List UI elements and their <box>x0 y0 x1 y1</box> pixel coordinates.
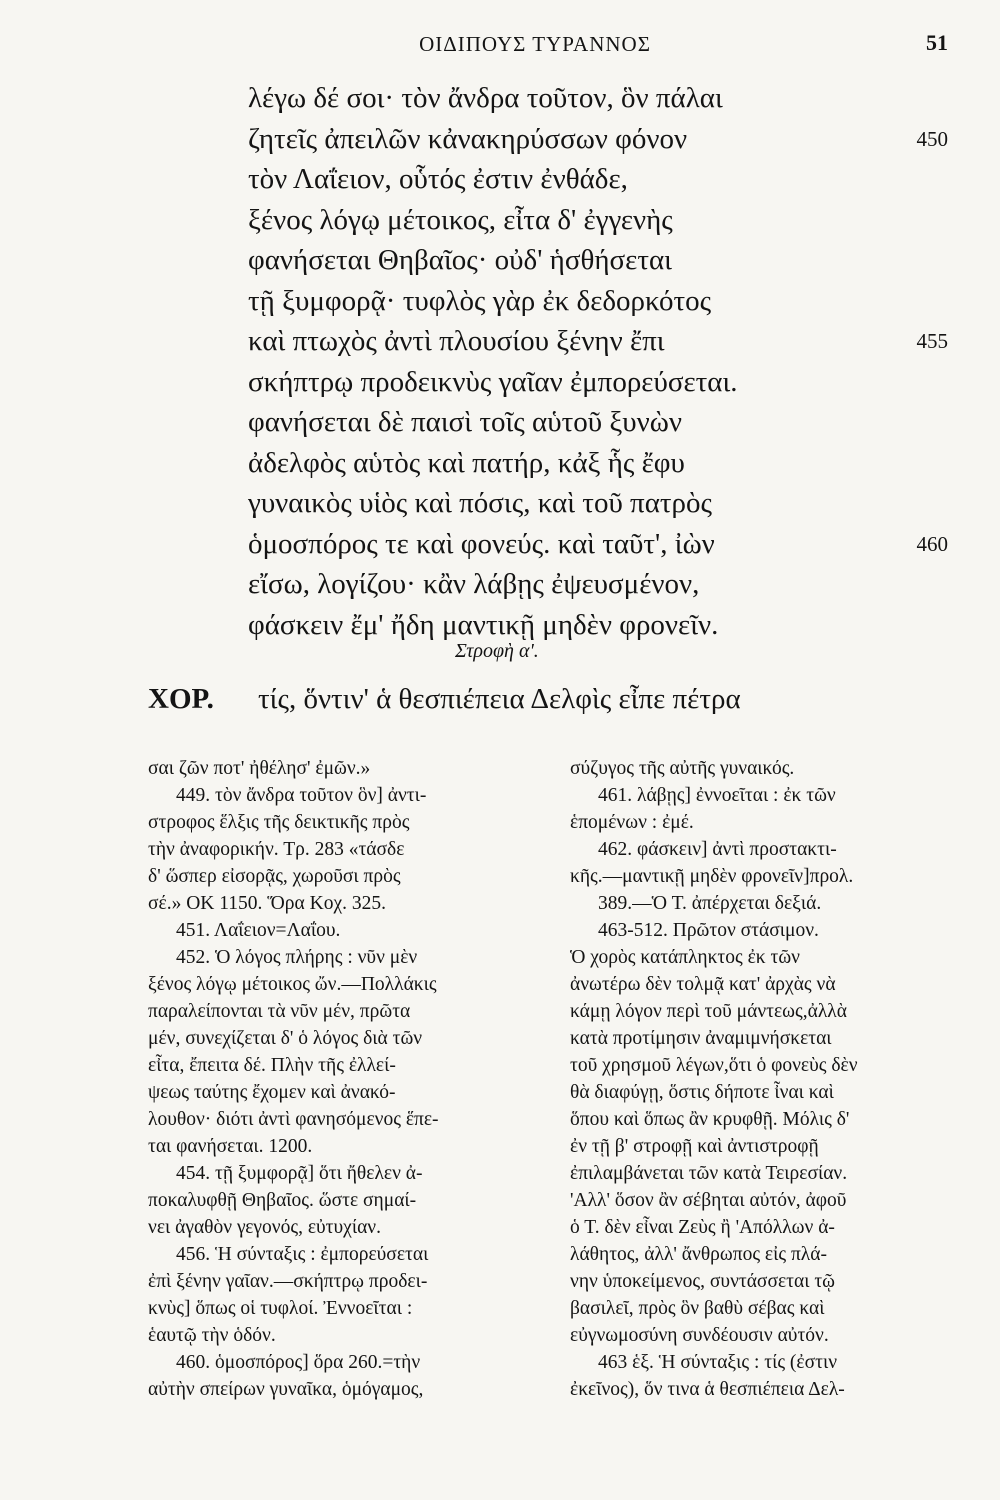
commentary-line: λουθον· διότι ἀντὶ φανησόμενος ἕπε- <box>148 1109 439 1130</box>
commentary-line: νει ἀγαθὸν γεγονός, εὐτυχίαν. <box>148 1217 381 1238</box>
page-number: 51 <box>926 30 948 55</box>
verse-line: καὶ πτωχὸς ἀντὶ πλουσίου ξένην ἔπι <box>248 325 665 357</box>
commentary-line: τὴν ἀναφορικήν. Τρ. 283 «τάσδε <box>148 839 405 860</box>
commentary-line: λάθητος, ἀλλ' ἄνθρωπος εἰς πλά- <box>570 1244 827 1265</box>
verse-line: φανήσεται Θηβαῖος· οὐδ' ἡσθήσεται <box>248 244 672 276</box>
commentary-line: 452. Ὁ λόγος πλήρης : νῦν μὲν <box>176 947 418 968</box>
commentary-line: 449. τὸν ἄνδρα τοῦτον ὃν] ἀντι- <box>176 785 427 806</box>
commentary-line: ὅπου καὶ ὅπως ἂν κρυφθῇ. Μόλις δ' <box>570 1109 850 1130</box>
commentary-line: ἀνωτέρω δὲν τολμᾷ κατ' ἀρχὰς νὰ <box>570 974 836 995</box>
commentary-line: αὐτὴν σπείρων γυναῖκα, ὁμόγαμος, <box>148 1379 424 1400</box>
verse-line: τὸν Λαΐειον, οὗτός ἐστιν ἐνθάδε, <box>248 163 628 195</box>
verse-line: ξένος λόγῳ μέτοικος, εἶτα δ' ἐγγενὴς <box>248 204 673 236</box>
commentary-line: τοῦ χρησμοῦ λέγων,ὅτι ὁ φονεὺς δὲν <box>570 1055 858 1076</box>
verse-line: σκήπτρῳ προδεικνὺς γαῖαν ἐμπορεύσεται. <box>248 366 738 398</box>
commentary-line: θὰ διαφύγῃ, ὅστις δήποτε ἶναι καὶ <box>570 1082 834 1103</box>
line-number: 450 <box>916 127 948 151</box>
commentary-line: 456. Ἡ σύνταξις : ἐμπορεύσεται <box>176 1244 429 1265</box>
commentary-line: Ὁ χορὸς κατάπληκτος ἐκ τῶν <box>570 947 800 968</box>
commentary-line: νην ὑποκείμενος, συντάσσεται τῷ <box>570 1271 835 1292</box>
commentary-line: εἶτα, ἔπειτα δέ. Πλὴν τῆς ἐλλεί- <box>148 1055 396 1076</box>
commentary-line: ται φανήσεται. 1200. <box>148 1136 313 1157</box>
commentary-line: κνὺς] ὅπως οἱ τυφλοί. Ἐννοεῖται : <box>148 1298 413 1319</box>
commentary-line: 462. φάσκειν] ἀντὶ προστακτι- <box>598 839 837 860</box>
verse-line: ὁμοσπόρος τε καὶ φονεύς. καὶ ταῦτ', ἰὼν <box>248 528 715 560</box>
commentary-line: σέ.» ΟΚ 1150. Ὅρα Κοχ. 325. <box>148 893 386 914</box>
commentary-line: ἐκεῖνος), ὅν τινα ἁ θεσπιέπεια Δελ- <box>570 1379 845 1400</box>
commentary-line: κάμῃ λόγον περὶ τοῦ μάντεως,ἀλλὰ <box>570 1001 847 1022</box>
commentary-line: 451. Λαΐειον=Λαΐου. <box>176 920 341 941</box>
commentary-line: 389.—Ὁ Τ. ἀπέρχεται δεξιά. <box>598 893 822 914</box>
commentary-line: κῆς.—μαντικῇ μηδὲν φρονεῖν]προλ. <box>570 866 854 887</box>
commentary-left-column <box>148 755 540 1403</box>
commentary-line: ποκαλυφθῇ Θηβαῖος. ὥστε σημαί- <box>148 1190 417 1211</box>
page-header <box>0 26 1000 66</box>
commentary-line: 454. τῇ ξυμφορᾷ] ὅτι ἤθελεν ἀ- <box>176 1163 423 1184</box>
commentary-line: σαι ζῶν ποτ' ἠθέλησ' ἐμῶν.» <box>148 758 371 779</box>
verse-line: ἀδελφὸς αὑτὸς καὶ πατήρ, κἀξ ἧς ἔφυ <box>248 447 685 479</box>
commentary-line: ἑπομένων : ἐμέ. <box>570 812 694 833</box>
commentary-line: ἑαυτῷ τὴν ὁδόν. <box>148 1325 276 1346</box>
line-number: 460 <box>916 532 948 556</box>
verse-line: τῇ ξυμφορᾷ· τυφλὸς γὰρ ἐκ δεδορκότος <box>248 285 712 317</box>
commentary-line: ψεως ταύτης ἔχομεν καὶ ἀνακό- <box>148 1082 396 1103</box>
commentary-line: ἐπιλαμβάνεται τῶν κατὰ Τειρεσίαν. <box>570 1163 848 1184</box>
commentary-line: 460. ὁμοσπόρος] ὅρα 260.=τὴν <box>176 1352 421 1373</box>
verse-line: φανήσεται δὲ παισὶ τοῖς αὑτοῦ ξυνὼν <box>248 406 682 438</box>
commentary-line: δ' ὥσπερ εἰσορᾷς, χωροῦσι πρὸς <box>148 866 401 887</box>
commentary-line: 463-512. Πρῶτον στάσιμον. <box>598 920 819 941</box>
running-title: ΟΙΔΙΠΟΥΣ ΤΥΡΑΝΝΟΣ <box>419 32 651 56</box>
commentary-line: ἐν τῇ β' στροφῇ καὶ ἀντιστροφῇ <box>570 1136 819 1157</box>
commentary-line: βασιλεῖ, πρὸς ὃν βαθὺ σέβας καὶ <box>570 1298 825 1319</box>
chorus-verse-line: τίς, ὅντιν' ἁ θεσπιέπεια Δελφὶς εἶπε πέτρα <box>258 683 741 715</box>
commentary-line: 463 ἑξ. Ἡ σύνταξις : τίς (ἐστιν <box>598 1352 838 1373</box>
commentary-line: κατὰ προτίμησιν ἀναμιμνήσκεται <box>570 1028 832 1049</box>
verse-line: γυναικὸς υἱὸς καὶ πόσις, καὶ τοῦ πατρὸς <box>248 487 712 519</box>
commentary-line: ἐπὶ ξένην γαῖαν.—σκήπτρῳ προδει- <box>148 1271 428 1292</box>
commentary-right-column <box>570 755 955 1403</box>
commentary-line: ξένος λόγῳ μέτοικος ὤν.—Πολλάκις <box>148 974 437 995</box>
verse-line: λέγω δέ σοι· τὸν ἄνδρα τοῦτον, ὃν πάλαι <box>248 82 723 114</box>
verse-line: ζητεῖς ἀπειλῶν κἀνακηρύσσων φόνον <box>248 123 688 155</box>
strophe-heading: Στροφὴ α'. <box>455 640 539 662</box>
commentary-line: εὐγνωμοσύνη συνδέουσιν αὐτόν. <box>570 1325 829 1346</box>
commentary-line: μέν, συνεχίζεται δ' ὁ λόγος διὰ τῶν <box>148 1028 423 1049</box>
commentary-line: στροφος ἕλξις τῆς δεικτικῆς πρὸς <box>148 812 410 833</box>
verse-line: εἴσω, λογίζου· κἂν λάβῃς ἐψευσμένον, <box>248 568 700 600</box>
commentary-line: 'Αλλ' ὅσον ἂν σέβηται αὐτόν, ἀφοῦ <box>570 1190 847 1211</box>
verse-line: φάσκειν ἔμ' ἤδη μαντικῇ μηδὲν φρονεῖν. <box>248 609 719 641</box>
commentary-line: παραλείπονται τὰ νῦν μέν, πρῶτα <box>148 1001 411 1022</box>
commentary-line: ὁ Τ. δὲν εἶναι Ζεὺς ἢ 'Απόλλων ἀ- <box>570 1217 835 1238</box>
commentary-line: σύζυγος τῆς αὐτῆς γυναικός. <box>570 758 795 779</box>
commentary-line: 461. λάβῃς] ἐννοεῖται : ἐκ τῶν <box>598 785 836 806</box>
line-number: 455 <box>916 329 948 353</box>
speaker-label: ΧΟΡ. <box>148 683 214 715</box>
